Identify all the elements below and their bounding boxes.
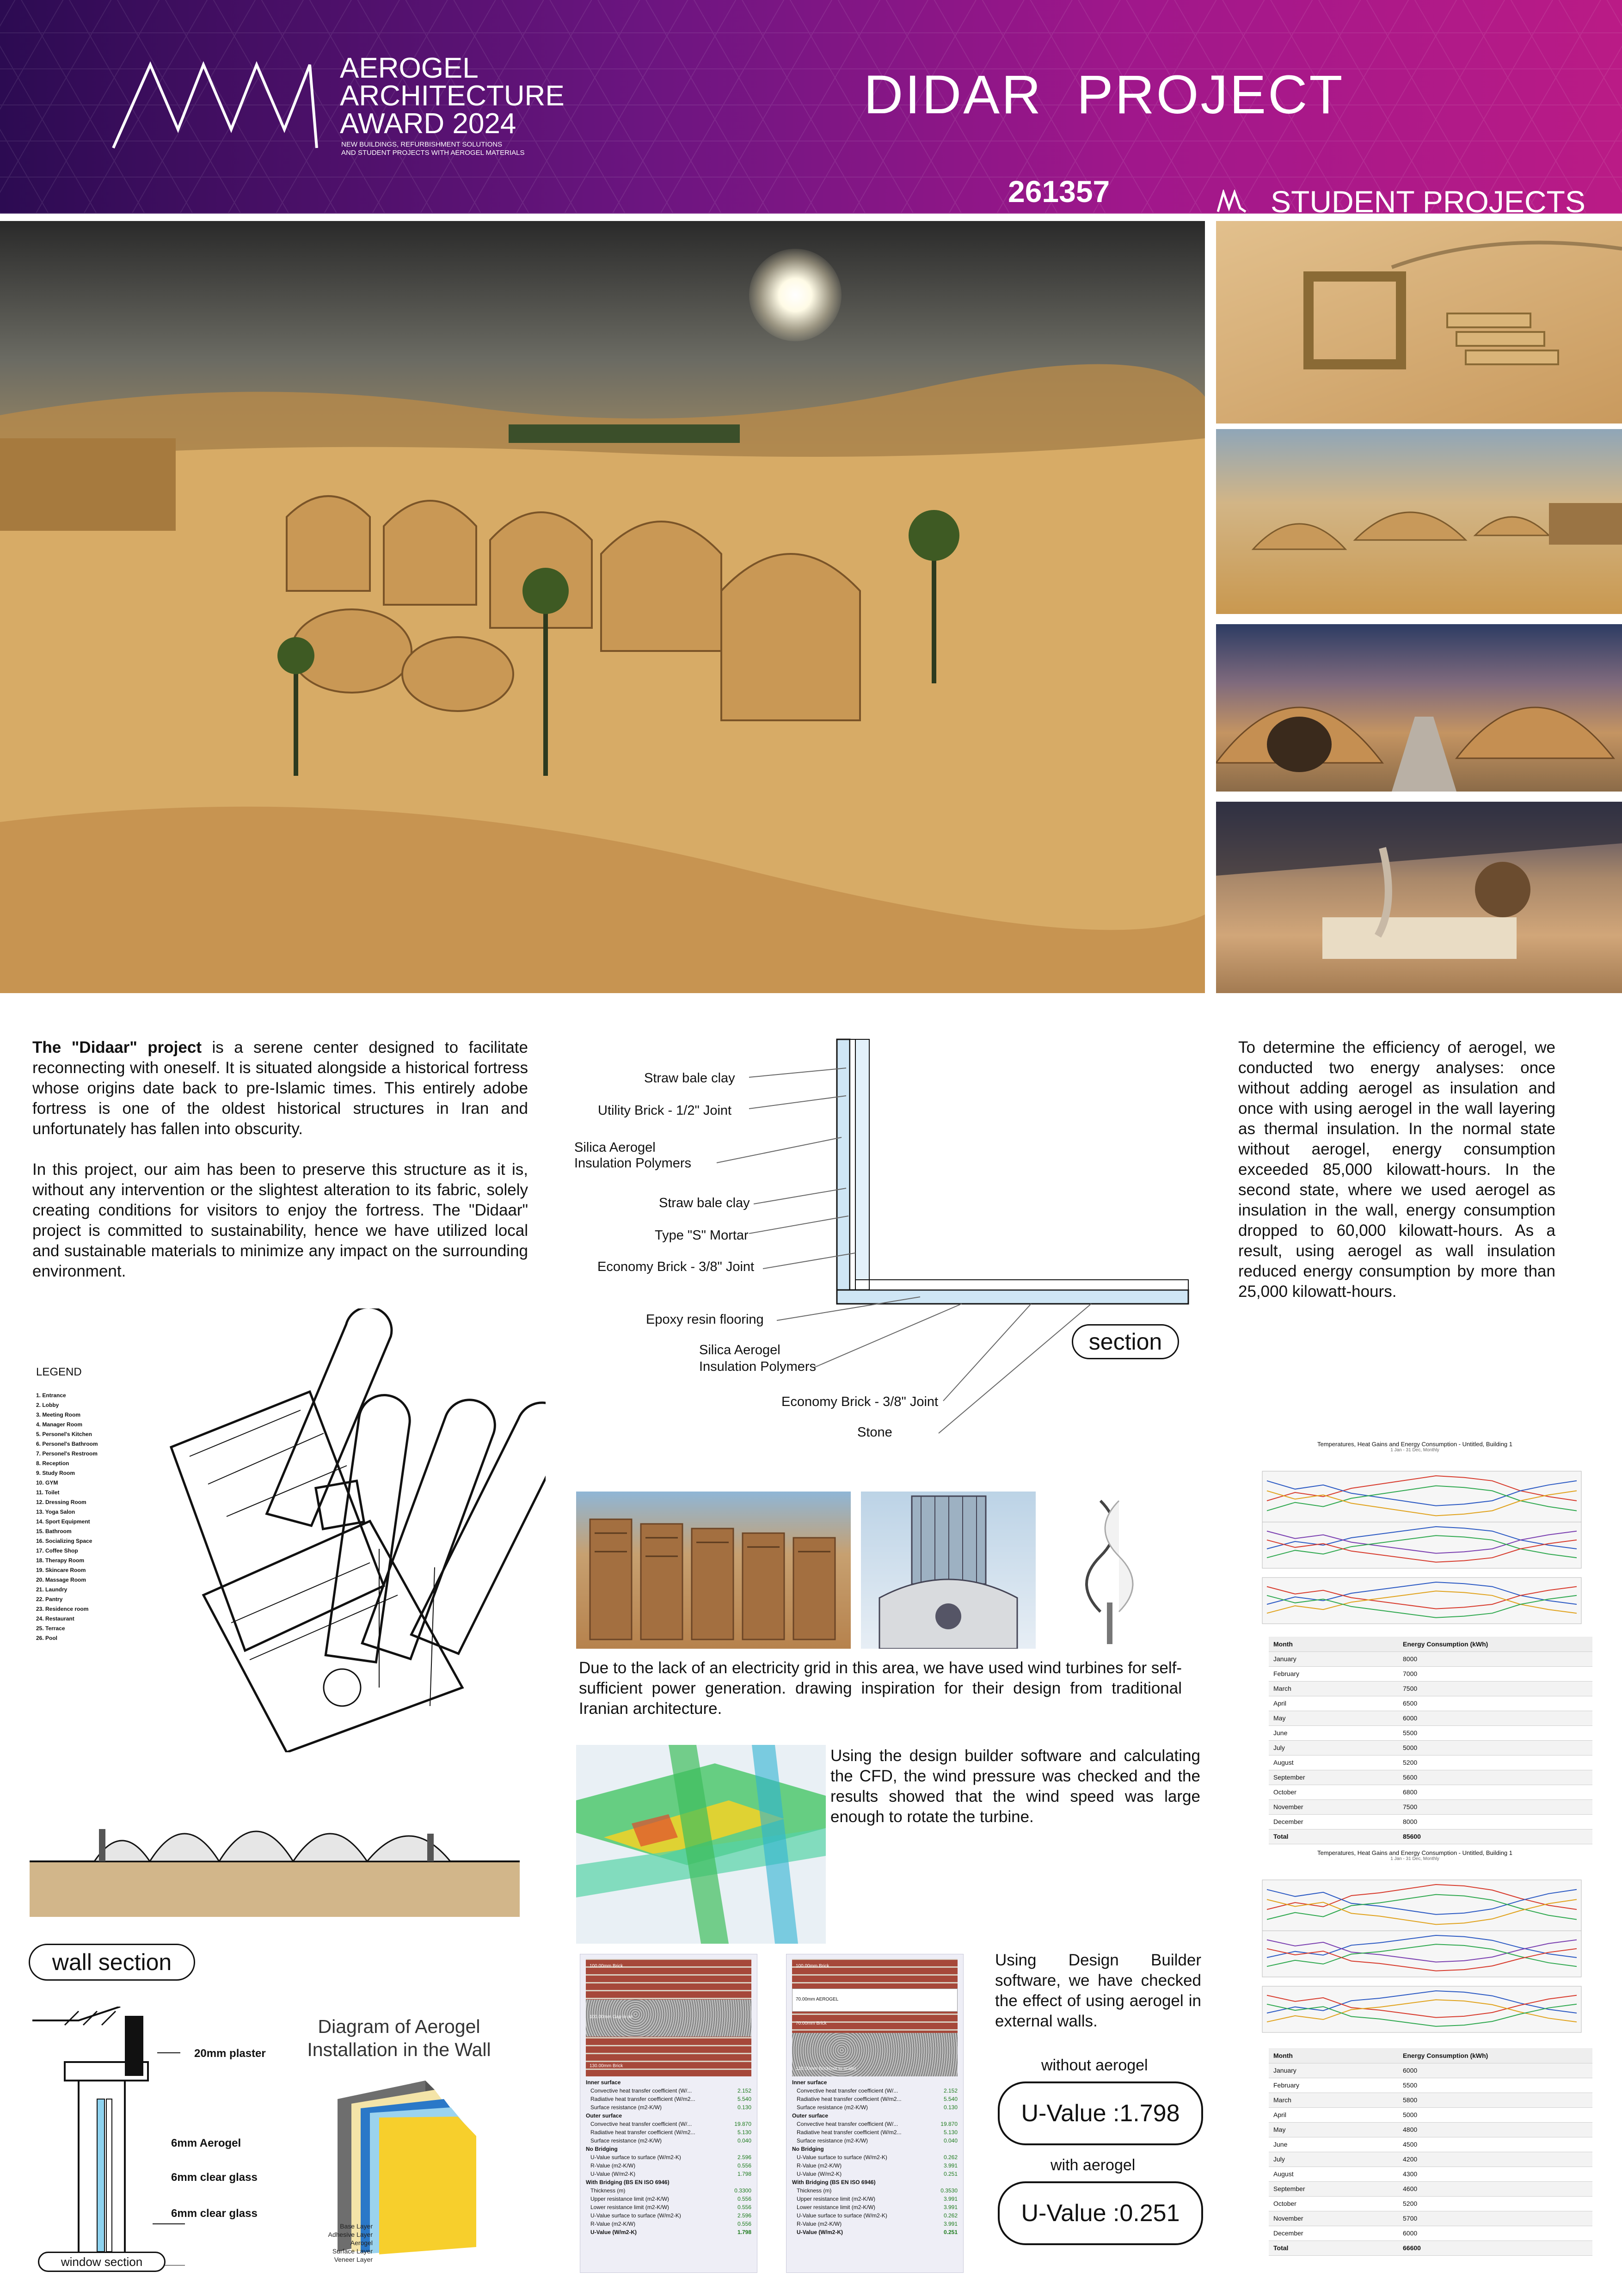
layer-label: 70.00mm AEROGEL [796, 1997, 839, 2002]
table-cell: 5000 [1398, 2107, 1592, 2122]
table-row [1269, 2167, 1592, 2181]
aerial-site-illustration [1216, 221, 1622, 424]
wall-label: 6mm Aerogel [171, 2137, 241, 2149]
uvalue-row-value: 2.152 [943, 2087, 958, 2094]
table-cell: 5800 [1398, 2093, 1592, 2107]
table-row [1269, 1666, 1592, 1681]
legend-item: 9. Study Room [36, 1470, 75, 1476]
table-header: Month [1269, 2048, 1398, 2063]
table-cell: 8000 [1398, 1651, 1592, 1666]
uvalue-row-label: R-Value (m2-K/W) [590, 2162, 636, 2169]
uvalue-row-label: Upper resistance limit (m2-K/W) [797, 2196, 876, 2202]
table-row [1269, 2196, 1592, 2211]
uvalue-row-value: 0.3300 [734, 2187, 751, 2194]
table-cell: 6000 [1398, 2063, 1592, 2078]
section-label: Type "S" Mortar [655, 1228, 749, 1243]
uvalue-row-value: 5.130 [737, 2129, 751, 2136]
table-row [1269, 2181, 1592, 2196]
external-wall-paragraph: Using Design Builder software, we have checked the effect of using aerogel in external walls. [995, 1951, 1201, 2030]
award-subtitle: NEW BUILDINGS, REFURBISHMENT SOLUTIONS AND STUDENT PROJECTS WITH AEROGEL MATERIALS [341, 141, 525, 157]
without-aerogel-label: without aerogel [1041, 2057, 1148, 2074]
section-label: Silica Aerogel [574, 1140, 656, 1155]
window-section-drawing [28, 2007, 287, 2265]
cfd-paragraph: Using the design builder software and calculating the CFD, the wind pressure was checked and the results showed that the wind speed was large enough to rotate the turbine. [830, 1747, 1200, 1826]
layer-label: 100.00mm Gap in air [590, 2014, 633, 2020]
uvalue-row-label: Inner surface [792, 2079, 827, 2086]
uvalue-row [792, 2211, 958, 2220]
wall-section-title: wall section [29, 1944, 195, 1981]
uvalue-row [586, 2145, 751, 2153]
layer-label: 130.00mm Brick [590, 2063, 623, 2069]
table-cell: February [1269, 2078, 1398, 2093]
table-cell: November [1269, 1799, 1398, 1814]
table-cell: 66600 [1398, 2241, 1592, 2255]
energy-chart-1 [1239, 1437, 1591, 1631]
uvalue-row [586, 2170, 751, 2178]
section-label: Stone [857, 1425, 892, 1440]
table-row [1269, 2107, 1592, 2122]
table-cell: September [1269, 2181, 1398, 2196]
uvalue-row [586, 2178, 751, 2186]
table-cell: Total [1269, 1829, 1398, 1844]
category-label: STUDENT PROJECTS [1271, 184, 1585, 214]
table-cell: 7500 [1398, 1681, 1592, 1696]
table-header: Energy Consumption (kWh) [1398, 1637, 1592, 1651]
chart-panel [1262, 1880, 1581, 1931]
layer-label: 70.00mm Brick [796, 2021, 827, 2026]
header-banner [0, 0, 1622, 214]
uvalue-rows [786, 2078, 963, 2236]
uvalue-row [792, 2136, 958, 2145]
uvalue-row [792, 2161, 958, 2170]
wall-label: 6mm clear glass [171, 2171, 258, 2184]
legend-title: LEGEND [36, 1366, 82, 1378]
uvalue-row-label: Surface resistance (m2-K/W) [797, 2137, 868, 2144]
table-row [1269, 1770, 1592, 1785]
table-cell: August [1269, 2167, 1398, 2181]
table-row [1269, 2093, 1592, 2107]
uvalue-row-label: With Bridging (BS EN ISO 6946) [586, 2179, 670, 2185]
chart-subtitle: 1 Jan - 31 Dec, Monthly [1390, 1856, 1439, 1861]
table-cell: 5600 [1398, 1770, 1592, 1785]
uvalue-row [792, 2087, 958, 2095]
legend-item: 17. Coffee Shop [36, 1547, 78, 1554]
table-cell: 8000 [1398, 1814, 1592, 1829]
legend-item: 22. Pantry [36, 1596, 63, 1602]
table-cell: November [1269, 2211, 1398, 2226]
uvalue-row-value: 19.870 [734, 2121, 751, 2127]
uvalue-row-value: 0.556 [737, 2196, 751, 2202]
legend-item: 16. Socializing Space [36, 1538, 92, 1544]
turbine-section-illustration [861, 1492, 1036, 1649]
legend-item: 15. Bathroom [36, 1528, 72, 1535]
windmill-illustration [576, 1492, 851, 1649]
uvalue-row-label: Outer surface [792, 2112, 829, 2119]
section-label: Economy Brick - 3/8" Joint [597, 1259, 755, 1274]
section-label: Economy Brick - 3/8" Joint [781, 1394, 939, 1409]
uvalue-row [586, 2103, 751, 2112]
chart-plot-area [1239, 1453, 1591, 1628]
interior-illustration [1216, 802, 1622, 993]
uvalue-row-value: 0.251 [943, 2171, 958, 2177]
legend-item: 4. Manager Room [36, 1421, 83, 1428]
section-label: Straw bale clay [659, 1196, 750, 1210]
uvalue-row-label: Lower resistance limit (m2-K/W) [590, 2204, 670, 2210]
section-label: Silica Aerogel [699, 1343, 780, 1357]
wall-label: 20mm plaster [194, 2047, 266, 2060]
table-cell: 6800 [1398, 1785, 1592, 1799]
uvalue-row-value: 0.3530 [940, 2187, 958, 2194]
uvalue-row-value: 3.991 [943, 2162, 958, 2169]
table-row [1269, 2241, 1592, 2255]
table-row [1269, 2152, 1592, 2167]
table-cell: July [1269, 2152, 1398, 2167]
uvalue-row-label: Convective heat transfer coefficient (W/... [797, 2121, 898, 2127]
uvalue-row [792, 2128, 958, 2136]
table-cell: 4200 [1398, 2152, 1592, 2167]
uvalue-row [586, 2128, 751, 2136]
uvalue-row-value: 0.262 [943, 2212, 958, 2219]
table-cell: January [1269, 1651, 1398, 1666]
legend-item: 10. GYM [36, 1480, 58, 1486]
uvalue-row-label: Surface resistance (m2-K/W) [797, 2104, 868, 2111]
uvalue-row-value: 5.540 [737, 2096, 751, 2102]
legend-item: 5. Personel's Kitchen [36, 1431, 92, 1437]
uvalue-row-value: 2.596 [737, 2212, 751, 2219]
table-row [1269, 1799, 1592, 1814]
intro-paragraph-1: The "Didaar" project is a serene center designed to facilitate reconnecting with oneself. It is situated alongside a historical fortress whose origins date back to pre-Islamic times. This entirely adobe fortress is one of the oldest historical structures in Iran and unfortunately has fallen into obscurity. [32, 1038, 528, 1138]
uvalue-row-label: Inner surface [586, 2079, 621, 2086]
uvalue-row [792, 2112, 958, 2120]
evening-path-illustration [1216, 624, 1622, 792]
table-cell: 85600 [1398, 1829, 1592, 1844]
uvalue-row-value: 5.130 [943, 2129, 958, 2136]
legend-item: 25. Terrace [36, 1625, 65, 1632]
uvalue-row-label: R-Value (m2-K/W) [797, 2162, 842, 2169]
legend-item: 20. Massage Room [36, 1577, 86, 1583]
uvalue-row-value: 0.040 [737, 2137, 751, 2144]
table-cell: June [1269, 1725, 1398, 1740]
uvalue-row-value: 0.130 [943, 2104, 958, 2111]
legend-item: 13. Yoga Salon [36, 1509, 75, 1515]
legend-item: 14. Sport Equipment [36, 1518, 90, 1525]
uvalue-row [586, 2186, 751, 2195]
uvalue-row [586, 2228, 751, 2236]
turbine-section-image [861, 1492, 1036, 1649]
chart-plot-area [1239, 1861, 1591, 2037]
layer-label: 100.00mm Brick [590, 1964, 623, 1969]
table-row [1269, 2122, 1592, 2137]
legend-item: 6. Personel's Bathroom [36, 1441, 98, 1447]
section-label: Straw bale clay [644, 1071, 735, 1086]
table-cell: December [1269, 2226, 1398, 2241]
table-cell: March [1269, 2093, 1398, 2107]
uvalue-row-label: Radiative heat transfer coefficient (W/m2... [797, 2129, 902, 2136]
table-cell: 7500 [1398, 1799, 1592, 1814]
uvalue-row-label: U-Value surface to surface (W/m2-K) [590, 2212, 681, 2219]
table-cell: Total [1269, 2241, 1398, 2255]
uvalue-row-label: U-Value (W/m2-K) [590, 2229, 637, 2235]
uvalue-row [586, 2161, 751, 2170]
table-row [1269, 2063, 1592, 2078]
section-label: Insulation Polymers [574, 1156, 692, 1171]
table-cell: 4500 [1398, 2137, 1592, 2152]
table-cell: August [1269, 1755, 1398, 1770]
wind-turbine-paragraph: Due to the lack of an electricity grid in this area, we have used wind turbines for self-sufficient power generation. drawing inspiration for their design from traditional Iranian architecture. [579, 1659, 1182, 1718]
chart-title: Temperatures, Heat Gains and Energy Consumption - Untitled, Building 1 [1317, 1849, 1512, 1856]
legend-list [36, 1391, 98, 1643]
table-row [1269, 1711, 1592, 1725]
table-cell: 5200 [1398, 1755, 1592, 1770]
uvalue-table-without-aerogel [580, 1954, 757, 2273]
legend-item: 2. Lobby [36, 1402, 59, 1408]
table-row [1269, 2226, 1592, 2241]
uvalue-row-label: R-Value (m2-K/W) [797, 2221, 842, 2227]
table-cell: 6500 [1398, 1696, 1592, 1711]
layer-label: 120.00mm Brick(not to scale) [796, 2066, 856, 2071]
uvalue-row-label: Thickness (m) [590, 2187, 626, 2194]
uvalue-row-value: 0.130 [737, 2104, 751, 2111]
uvalue-row-value: 2.152 [737, 2087, 751, 2094]
uvalue-row-value: 3.991 [943, 2204, 958, 2210]
energy-table-with-aerogel [1269, 2048, 1592, 2256]
uvalue-row-label: U-Value surface to surface (W/m2-K) [797, 2212, 887, 2219]
energy-chart-2 [1239, 1846, 1591, 2040]
legend-item: 21. Laundry [36, 1586, 68, 1593]
uvalue-row [792, 2195, 958, 2203]
uvalue-row-value: 5.540 [943, 2096, 958, 2102]
aerogel-diagram-title: Diagram of Aerogel Installation in the Wall [307, 2016, 491, 2060]
uvalue-row-value: 0.251 [943, 2229, 958, 2235]
section-label: Insulation Polymers [699, 1359, 817, 1374]
entry-number: 261357 [1008, 174, 1110, 209]
uvalue-row-label: No Bridging [586, 2146, 618, 2152]
table-cell: 5500 [1398, 2078, 1592, 2093]
chart-title: Temperatures, Heat Gains and Energy Consumption - Untitled, Building 1 [1317, 1441, 1512, 1448]
dunes-and-vaults-illustration [0, 221, 1205, 993]
legend-item: 12. Dressing Room [36, 1499, 86, 1505]
uvalue-row-label: U-Value surface to surface (W/m2-K) [590, 2154, 681, 2161]
table-cell: December [1269, 1814, 1398, 1829]
uvalue-row [792, 2095, 958, 2103]
uvalue-row [586, 2078, 751, 2087]
table-cell: March [1269, 1681, 1398, 1696]
table-row [1269, 1681, 1592, 1696]
table-cell: 5000 [1398, 1740, 1592, 1755]
table-cell: April [1269, 1696, 1398, 1711]
uvalue-table-with-aerogel [786, 1954, 964, 2273]
uvalue-row-value: 0.556 [737, 2221, 751, 2227]
table-row [1269, 1725, 1592, 1740]
legend-item: 26. Pool [36, 1635, 58, 1641]
uvalue-row-value: 0.262 [943, 2154, 958, 2161]
uvalue-without-badge: U-Value :1.798 [998, 2081, 1203, 2145]
interior-render-image [1216, 802, 1622, 993]
legend-item: 7. Personel's Restroom [36, 1450, 98, 1457]
uvalue-row [586, 2087, 751, 2095]
energy-analysis-paragraph: To determine the efficiency of aerogel, we conducted two energy analyses: once without adding aerogel as insulation and once with using aerogel in the wall layering as thermal insulation. In the normal state without aerogel, energy consumption exceeded 85,000 kilowatt-hours. In the second state, where we used aerogel as insulation in the wall, energy consumption dropped to 60,000 kilowatt-hours. As a result, using aerogel as wall insulation reduced energy consumption by more than 25,000 kilowatt-hours. [1238, 1038, 1555, 1301]
uvalue-row-label: Surface resistance (m2-K/W) [590, 2137, 662, 2144]
table-cell: 4800 [1398, 2122, 1592, 2137]
main-render-image [0, 221, 1205, 993]
uvalue-row [792, 2186, 958, 2195]
uvalue-row [586, 2095, 751, 2103]
uvalue-row-label: Lower resistance limit (m2-K/W) [797, 2204, 876, 2210]
table-cell: July [1269, 1740, 1398, 1755]
uvalue-row-label: Convective heat transfer coefficient (W/... [590, 2121, 692, 2127]
section-label: Utility Brick - 1/2" Joint [598, 1103, 732, 1118]
legend-item: 19. Skincare Room [36, 1567, 86, 1573]
section-title: section [1072, 1324, 1179, 1359]
aerial-render-image [1216, 221, 1622, 424]
layer-names: Base Layer Adhesive Layer Aerogel Surface Layer Veneer Layer [328, 2222, 373, 2263]
uvalue-row [586, 2136, 751, 2145]
uvalue-row [792, 2228, 958, 2236]
uvalue-row-label: U-Value (W/m2-K) [590, 2171, 636, 2177]
uvalue-row [586, 2211, 751, 2220]
table-cell: June [1269, 2137, 1398, 2152]
uvalue-row-value: 0.556 [737, 2162, 751, 2169]
table-cell: February [1269, 1666, 1398, 1681]
project-title: DIDAR PROJECT [864, 64, 1345, 125]
table-cell: 6000 [1398, 2226, 1592, 2241]
uvalue-row [792, 2120, 958, 2128]
intro-paragraph-2: In this project, our aim has been to preserve this structure as it is, without any intervention or the slightest alteration to its fabric, solely creating conditions for visitors to enjoy the fortress. The "Didaar" project is committed to sustainability, hence we have utilized local and sustainable materials to minimize any impact on the surrounding environment. [32, 1160, 528, 1280]
table-cell: 7000 [1398, 1666, 1592, 1681]
legend-item: 23. Residence room [36, 1606, 89, 1612]
uvalue-row-label: Convective heat transfer coefficient (W/... [590, 2087, 692, 2094]
site-elevation-drawing [30, 1801, 524, 1917]
uvalue-row-value: 3.991 [943, 2196, 958, 2202]
uvalue-row [586, 2195, 751, 2203]
cfd-simulation-image [576, 1745, 826, 1944]
table-row [1269, 1740, 1592, 1755]
uvalue-row [792, 2178, 958, 2186]
legend-item: 18. Therapy Room [36, 1557, 85, 1564]
section-label: Epoxy resin flooring [646, 1312, 764, 1327]
table-cell: October [1269, 1785, 1398, 1799]
dune-view-illustration [1216, 429, 1622, 614]
table-header: Month [1269, 1637, 1398, 1651]
award-title: AEROGEL ARCHITECTURE AWARD 2024 [340, 52, 565, 140]
uvalue-row [586, 2112, 751, 2120]
table-row [1269, 1755, 1592, 1770]
uvalue-row-value: 1.798 [737, 2229, 751, 2235]
uvalue-row-label: With Bridging (BS EN ISO 6946) [792, 2179, 876, 2185]
uvalue-row-label: Radiative heat transfer coefficient (W/m2... [590, 2129, 695, 2136]
wall-label: 6mm clear glass [171, 2207, 258, 2220]
table-row [1269, 1829, 1592, 1844]
uvalue-row [586, 2220, 751, 2228]
windmill-photo-image [576, 1492, 851, 1649]
uvalue-row-label: Outer surface [586, 2112, 622, 2119]
table-cell: May [1269, 1711, 1398, 1725]
table-row [1269, 2078, 1592, 2093]
table-cell: 5200 [1398, 2196, 1592, 2211]
uvalue-row [586, 2203, 751, 2211]
table-cell: 4300 [1398, 2167, 1592, 2181]
table-header: Energy Consumption (kWh) [1398, 2048, 1592, 2063]
table-row [1269, 1785, 1592, 1799]
uvalue-row [792, 2103, 958, 2112]
table-cell: 5700 [1398, 2211, 1592, 2226]
legend-item: 1. Entrance [36, 1392, 66, 1399]
uvalue-row [792, 2145, 958, 2153]
legend-item: 8. Reception [36, 1460, 69, 1467]
legend-item: 3. Meeting Room [36, 1412, 81, 1418]
chart-subtitle: 1 Jan - 31 Dec, Monthly [1390, 1448, 1439, 1453]
uvalue-row-label: Thickness (m) [797, 2187, 832, 2194]
layer-label: 100.00mm Brick [796, 1964, 829, 1969]
dune-view-render-image [1216, 429, 1622, 614]
table-cell: September [1269, 1770, 1398, 1785]
legend-item: 11. Toilet [36, 1489, 60, 1496]
legend-item: 24. Restaurant [36, 1615, 74, 1622]
cfd-illustration [576, 1745, 826, 1944]
category-logo-icon [1217, 190, 1247, 213]
table-cell: 6000 [1398, 1711, 1592, 1725]
uvalue-row-label: Upper resistance limit (m2-K/W) [590, 2196, 670, 2202]
table-cell: October [1269, 2196, 1398, 2211]
evening-path-render-image [1216, 624, 1622, 792]
uvalue-row-label: Convective heat transfer coefficient (W/... [797, 2087, 898, 2094]
uvalue-row-label: No Bridging [792, 2146, 824, 2152]
uvalue-row [586, 2153, 751, 2161]
uvalue-row [586, 2120, 751, 2128]
window-section-label: window section [38, 2252, 166, 2272]
uvalue-row-value: 19.870 [940, 2121, 958, 2127]
uvalue-row-value: 0.556 [737, 2204, 751, 2210]
uvalue-row-value: 2.596 [737, 2154, 751, 2161]
table-row [1269, 1696, 1592, 1711]
uvalue-row [792, 2220, 958, 2228]
table-cell: May [1269, 2122, 1398, 2137]
uvalue-with-badge: U-Value :0.251 [998, 2181, 1203, 2245]
uvalue-row-label: Radiative heat transfer coefficient (W/m2... [590, 2096, 695, 2102]
uvalue-row [792, 2203, 958, 2211]
table-row [1269, 1651, 1592, 1666]
award-logo-icon [111, 60, 319, 153]
uvalue-row [792, 2078, 958, 2087]
uvalue-row-label: U-Value (W/m2-K) [797, 2171, 842, 2177]
table-row [1269, 2211, 1592, 2226]
table-row [1269, 1814, 1592, 1829]
uvalue-row-label: Surface resistance (m2-K/W) [590, 2104, 662, 2111]
with-aerogel-label: with aerogel [1051, 2156, 1136, 2174]
table-cell: 4600 [1398, 2181, 1592, 2196]
uvalue-row-label: Radiative heat transfer coefficient (W/m2... [797, 2096, 902, 2102]
uvalue-row [792, 2170, 958, 2178]
uvalue-row-value: 1.798 [737, 2171, 751, 2177]
uvalue-row-label: U-Value (W/m2-K) [797, 2229, 843, 2235]
table-cell: 5500 [1398, 1725, 1592, 1740]
uvalue-row-label: R-Value (m2-K/W) [590, 2221, 636, 2227]
vertical-wind-turbine-icon [1063, 1492, 1156, 1649]
uvalue-row [792, 2153, 958, 2161]
table-cell: April [1269, 2107, 1398, 2122]
table-row [1269, 2137, 1592, 2152]
floor-plan-drawing [148, 1308, 546, 1752]
table-cell: January [1269, 2063, 1398, 2078]
uvalue-row-value: 0.040 [943, 2137, 958, 2144]
uvalue-row-value: 3.991 [943, 2221, 958, 2227]
uvalue-row-label: U-Value surface to surface (W/m2-K) [797, 2154, 887, 2161]
energy-table-without-aerogel [1269, 1637, 1592, 1844]
uvalue-rows [580, 2078, 757, 2236]
